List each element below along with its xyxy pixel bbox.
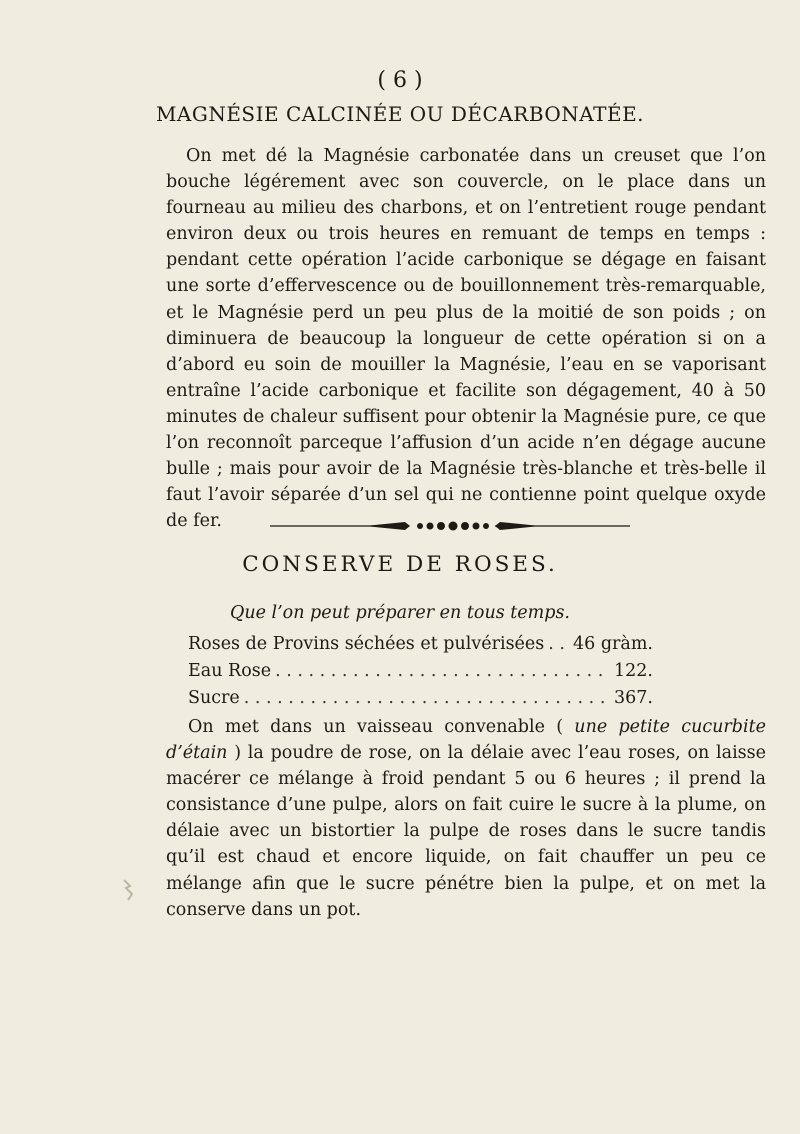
paragraph-conserve	[166, 714, 766, 923]
paragraph-magnesie: On met dé la Magnésie carbonatée dans un creuset que l’on bouche légérement avec son couvercle, on le place dans un fourneau au milieu des charbons, et on l’entretient rouge pendant environ deux ou trois heures en remuant de temps en temps : pendant cette opération l’acide carbonique se dégage en faisant une sorte d’effervescence ou de bouillonnement très-remarquable, et le Magnésie perd un peu plus de la moitié de son poids ; on diminuera de beaucoup la longueur de cette opération si on a d’abord eu soin de mouiller la Magnésie, l’eau en se vaporisant entraîne l’acide carbonique et facilite son dégagement, 40 à 50 minutes de chaleur suffisent pour obtenir la Magnésie pure, ce que l’on reconnoît parceque l’affusion d’un acide n’en dégage aucune bulle ; mais pour avoir de la Magnésie très-blanche et très-belle il faut l’avoir séparée d’un sel qui ne contienne point quelque oxyde de fer.	[166, 146, 766, 532]
section-title-magnesie: MAGNÉSIE CALCINÉE OU DÉCARBONATÉE.	[155, 102, 645, 126]
ingredient-name: Sucre	[188, 688, 240, 708]
ingredient-row	[188, 688, 653, 708]
ingredient-quantity: 46 gràm.	[573, 634, 653, 654]
dot-leader	[275, 661, 610, 681]
page-number: ( 6 )	[377, 68, 423, 93]
paragraph-text: On met dans un vaisseau convenable (	[188, 717, 564, 737]
ingredient-name: Eau Rose	[188, 661, 272, 681]
dot-leader	[244, 688, 610, 708]
ingredient-quantity: 367.	[614, 688, 653, 708]
ink-smudge-mark	[118, 876, 140, 902]
ingredient-row	[188, 634, 653, 654]
ingredient-row	[188, 661, 653, 681]
paragraph-italic-text: une petite cucurbite d’étain	[166, 717, 766, 764]
dot-leader	[548, 634, 569, 654]
ornamental-divider	[270, 518, 630, 532]
paragraph-text: ) la poudre de rose, on la délaie avec l’eau roses, on laisse macérer ce mélange à froid pendant 5 ou 6 heures ; il prend la consistance d’une pulpe, alors on fait cuire le sucre à la plume, on délaie avec un bistortier la pulpe de roses dans le sucre tandis qu’il est chaud et encore liquide, on fait chauffer un peu ce mélange afin que le sucre pénétre bien la pulpe, et on met la conserve dans un pot.	[166, 743, 766, 920]
ingredient-quantity: 122.	[614, 661, 653, 681]
section-subtitle: Que l’on peut préparer en tous temps.	[229, 603, 570, 623]
ingredient-name: Roses de Provins séchées et pulvérisées	[188, 634, 545, 654]
section-title-conserve: CONSERVE DE ROSES.	[242, 552, 558, 577]
